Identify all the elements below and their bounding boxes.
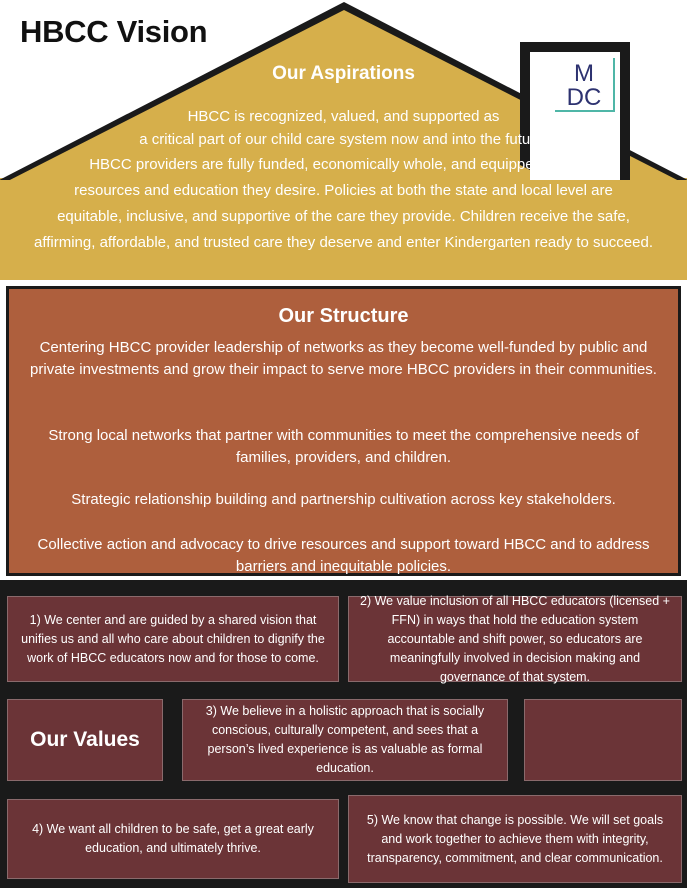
values-heading: Our Values	[30, 728, 140, 751]
value-box-5	[348, 795, 682, 883]
aspirations-line: resources and education they desire. Policies at both the state and local level are	[74, 182, 613, 199]
values-heading-box	[7, 699, 163, 781]
value-text: 5) We know that change is possible. We will set goals and work together to achieve them with integrity, transparency, commitment, and clear communication.	[366, 812, 664, 865]
aspirations-line: HBCC providers are fully funded, economically whole, and equipped with the	[89, 156, 598, 173]
structure-paragraph: Centering HBCC provider leadership of networks as they become well-funded by public and private investments and grow their impact to serve more HBCC providers in their communities.	[30, 339, 657, 378]
logo-line-1: M	[574, 60, 594, 87]
aspirations-line: a critical part of our child care system now and into the future.	[139, 131, 548, 148]
aspirations-heading: Our Aspirations	[272, 63, 415, 84]
aspirations-line: HBCC is recognized, valued, and supported as	[187, 108, 500, 125]
structure-paragraph: Strong local networks that partner with communities to meet the comprehensive needs of families, providers, and children.	[48, 427, 639, 466]
value-box-1	[7, 596, 339, 682]
value-text: 1) We center and are guided by a shared vision that unifies us and all who care about children to dignify the work of HBCC educators now and for those to come.	[21, 612, 325, 665]
aspirations-line: affirming, affordable, and trusted care they deserve and enter Kindergarten ready to succeed.	[34, 234, 653, 251]
page-title: HBCC Vision	[20, 14, 208, 49]
structure-heading: Our Structure	[278, 305, 409, 327]
aspirations-line: equitable, inclusive, and supportive of the care they provide. Children receive the safe,	[57, 208, 630, 225]
value-text: 3) We believe in a holistic approach that is socially conscious, culturally competent, and sees that a person’s lived experience is as valuable as formal education.	[205, 704, 485, 775]
value-box-3	[182, 699, 508, 781]
structure-paragraph: Collective action and advocacy to drive resources and support toward HBCC and to address barriers and inequitable policies.	[37, 536, 650, 575]
logo-line-2: DC	[566, 84, 602, 111]
value-box-2	[348, 593, 682, 684]
structure-paragraph: Strategic relationship building and partnership cultivation across key stakeholders.	[71, 491, 616, 508]
value-box-4	[7, 799, 339, 879]
value-text: 4) We want all children to be safe, get a great early education, and ultimately thrive.	[32, 822, 314, 855]
value-text: 2) We value inclusion of all HBCC educators (licensed + FFN) in ways that hold the education system accountable and shift power, so educators are meaningfully involved in decision making and governance of that system.	[360, 593, 670, 684]
value-box-empty	[524, 699, 682, 781]
